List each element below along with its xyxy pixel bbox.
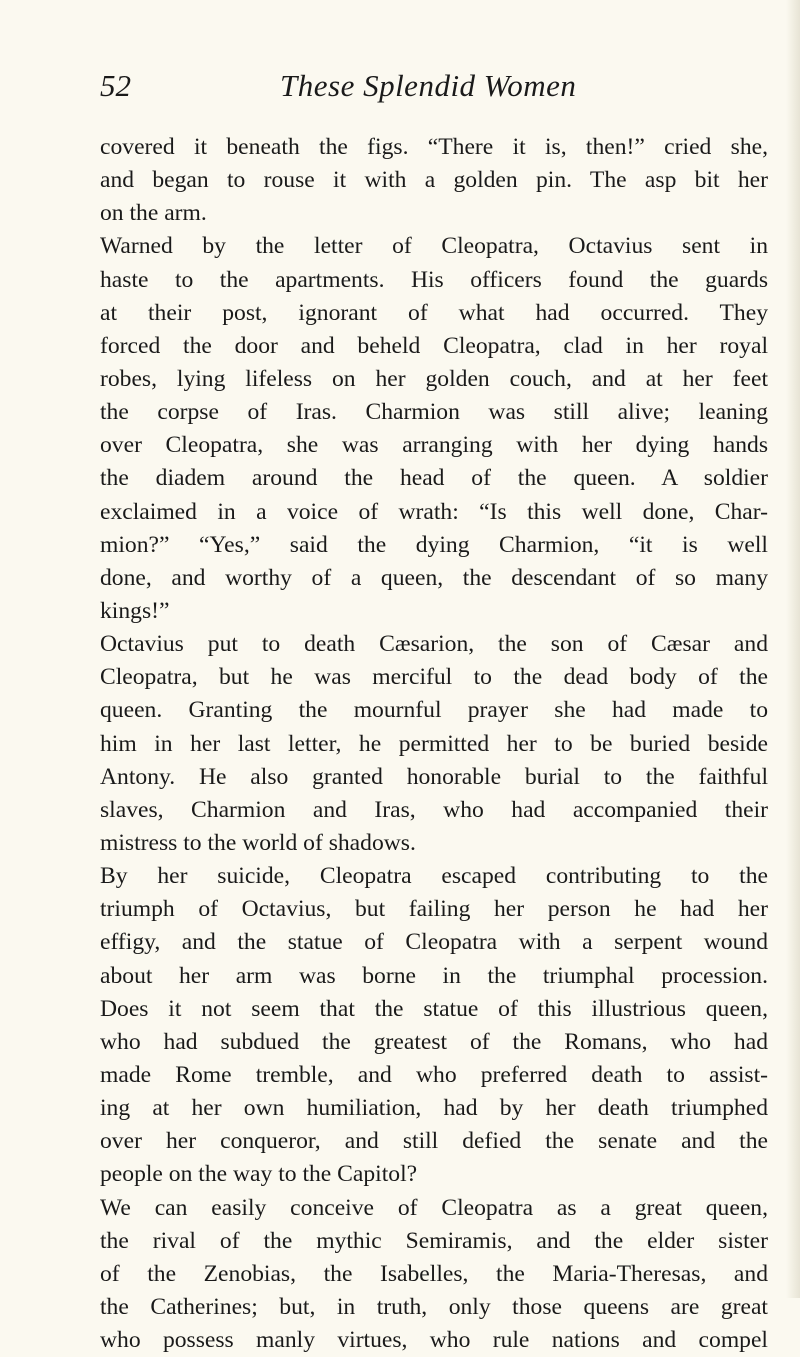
text-line: exclaimed in a voice of wrath: “Is this well done, Char- bbox=[100, 498, 768, 525]
text-line: effigy, and the statue of Cleopatra with a serpent wound bbox=[100, 929, 768, 956]
text-line: over Cleopatra, she was arranging with her dying hands bbox=[100, 432, 768, 459]
text-line: slaves, Charmion and Iras, who had accompanied their bbox=[100, 796, 768, 823]
text-line: Antony. He also granted honorable burial to the faithful bbox=[100, 763, 768, 790]
text-line: Octavius put to death Cæsarion, the son of Cæsar and bbox=[100, 631, 768, 658]
text-line: him in her last letter, he permitted her to be buried beside bbox=[100, 730, 768, 757]
text-line: robes, lying lifeless on her golden couch, and at her feet bbox=[100, 365, 768, 392]
text-line: made Rome tremble, and who preferred death to assist- bbox=[100, 1061, 768, 1088]
text-line: who had subdued the greatest of the Romans, who had bbox=[100, 1028, 768, 1055]
text-line: over her conqueror, and still defied the senate and the bbox=[100, 1128, 768, 1155]
text-line: on the arm. bbox=[100, 200, 207, 227]
text-line: about her arm was borne in the triumphal procession. bbox=[100, 962, 768, 989]
text-line: done, and worthy of a queen, the descendant of so many bbox=[100, 564, 768, 591]
text-line: We can easily conceive of Cleopatra as a great queen, bbox=[100, 1194, 768, 1221]
text-line: mistress to the world of shadows. bbox=[100, 829, 416, 856]
text-line: the corpse of Iras. Charmion was still alive; leaning bbox=[100, 399, 768, 426]
page-edge-shadow bbox=[786, 0, 800, 1298]
text-line: who possess manly virtues, who rule nations and compel bbox=[100, 1327, 768, 1354]
text-line: covered it beneath the figs. “There it is, then!” cried she, bbox=[100, 134, 768, 160]
text-line: and began to rouse it with a golden pin. The asp bit her bbox=[100, 167, 768, 194]
text-line: people on the way to the Capitol? bbox=[100, 1161, 418, 1188]
text-line: ing at her own humiliation, had by her death triumphed bbox=[100, 1095, 768, 1122]
running-title: These Splendid Women bbox=[280, 68, 577, 103]
text-line: By her suicide, Cleopatra escaped contributing to the bbox=[100, 863, 768, 890]
text-line: of the Zenobias, the Isabelles, the Maria-Theresas, and bbox=[100, 1260, 768, 1287]
text-line: forced the door and beheld Cleopatra, clad in her royal bbox=[100, 332, 768, 359]
text-line: at their post, ignorant of what had occurred. They bbox=[100, 299, 768, 326]
text-line: mion?” “Yes,” said the dying Charmion, “it is well bbox=[100, 531, 768, 558]
text-line: triumph of Octavius, but failing her person he had her bbox=[100, 896, 768, 923]
text-line: Warned by the letter of Cleopatra, Octavius sent in bbox=[100, 233, 768, 260]
text-line: Does it not seem that the statue of this illustrious queen, bbox=[100, 995, 768, 1022]
text-line: Cleopatra, but he was merciful to the dead body of the bbox=[100, 664, 768, 691]
page-number: 52 bbox=[100, 68, 131, 103]
text-line: the diadem around the head of the queen. A soldier bbox=[100, 465, 768, 492]
body-text bbox=[100, 131, 768, 1357]
text-line: haste to the apartments. His officers found the guards bbox=[100, 266, 768, 293]
text-line: the rival of the mythic Semiramis, and the elder sister bbox=[100, 1227, 768, 1254]
running-head bbox=[100, 66, 780, 106]
text-line: the Catherines; but, in truth, only those queens are great bbox=[100, 1293, 768, 1320]
text-line: queen. Granting the mournful prayer she had made to bbox=[100, 697, 768, 724]
text-line: kings!” bbox=[100, 597, 170, 624]
